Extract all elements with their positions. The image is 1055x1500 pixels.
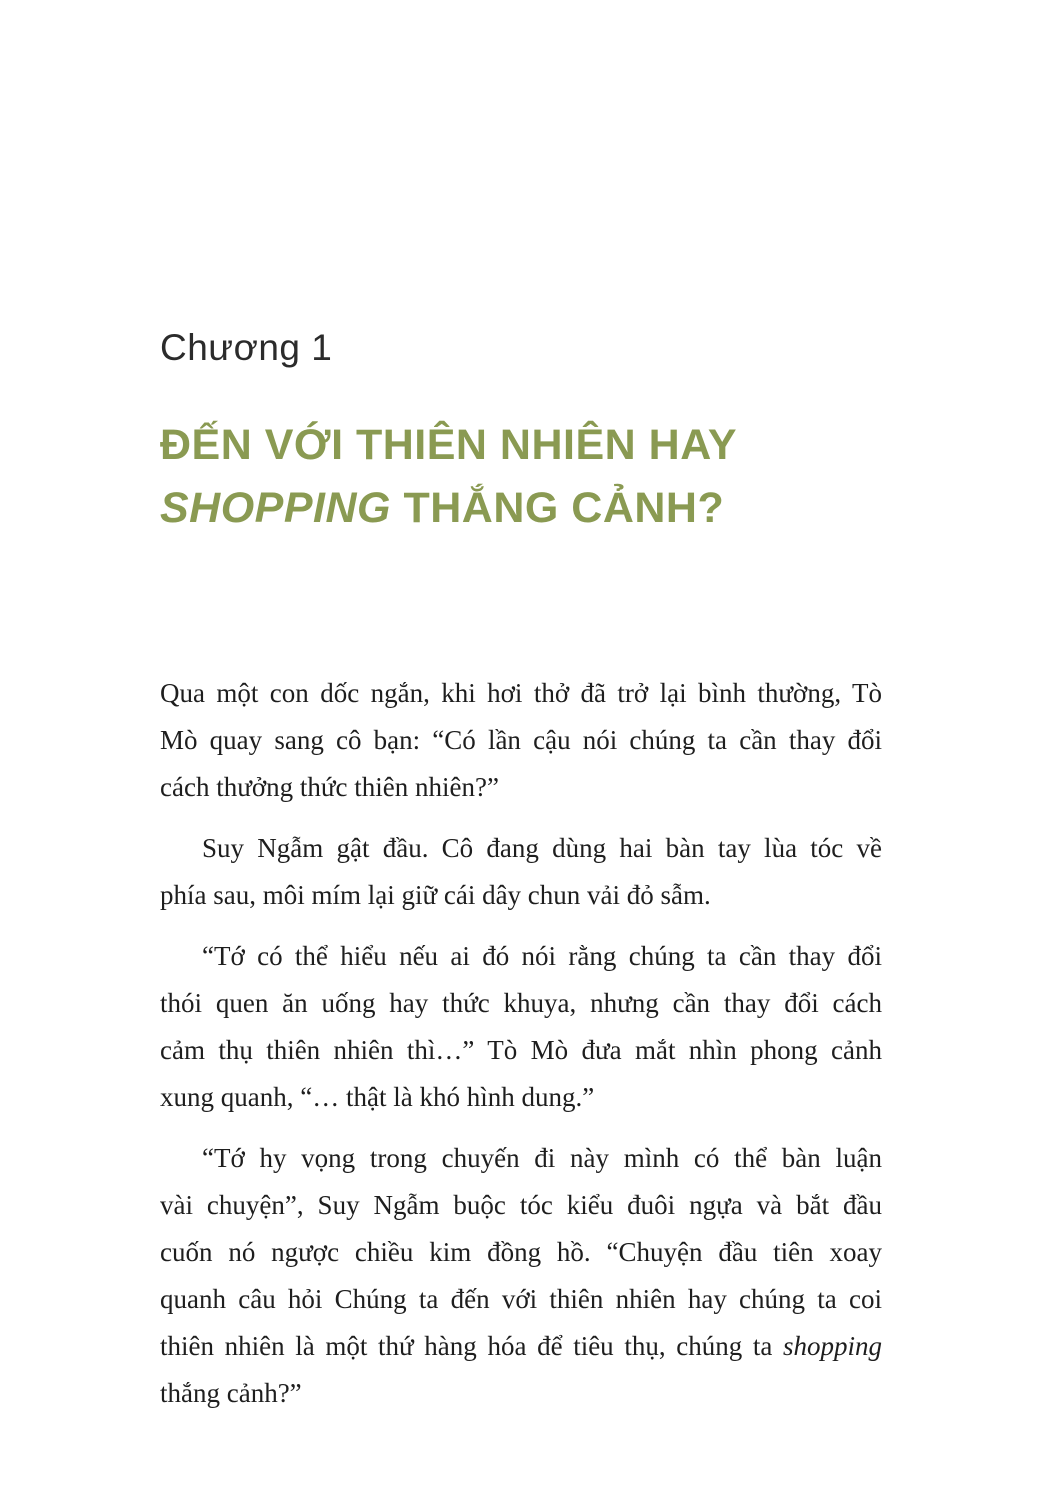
paragraph-line [160,1135,882,1182]
italic-text-run: SHOPPING [160,484,391,532]
paragraph-line [160,764,882,811]
paragraph-line [160,933,882,980]
chapter-label: Chương 1 [160,327,333,368]
text-run: Qua một con dốc ngắn, khi hơi thở đã trở lại bình thường, Tò [160,678,882,708]
paragraph-line [160,1182,882,1229]
paragraph-line [160,872,882,919]
paragraph-line [160,1229,882,1276]
paragraph [160,670,882,811]
text-run: cách thưởng thức thiên nhiên?” [160,772,499,802]
page-content [160,326,882,1417]
text-run: “Tớ có thể hiểu nếu ai đó nói rằng chúng ta cần thay đổi [202,941,882,971]
text-run: cảm thụ thiên nhiên thì…” Tò Mò đưa mắt nhìn phong cảnh [160,1035,882,1065]
chapter-title-line [160,414,882,477]
text-run: Suy Ngẫm gật đầu. Cô đang dùng hai bàn tay lùa tóc về [202,833,882,863]
text-run: thói quen ăn uống hay thức khuya, nhưng cần thay đổi cách [160,988,882,1018]
text-run: vài chuyện”, Suy Ngẫm buộc tóc kiểu đuôi ngựa và bắt đầu [160,1190,882,1220]
body-text [160,670,882,1417]
paragraph-line [160,717,882,764]
paragraph-line [160,1074,882,1121]
paragraph-line [160,1027,882,1074]
text-run: thắng cảnh?” [160,1378,302,1408]
paragraph [160,933,882,1121]
chapter-title-line [160,477,882,540]
text-run: thiên nhiên là một thứ hàng hóa để tiêu thụ, chúng ta [160,1331,783,1361]
text-run: quanh câu hỏi Chúng ta đến với thiên nhiên hay chúng ta coi [160,1284,882,1314]
paragraph [160,825,882,919]
text-run: cuốn nó ngược chiều kim đồng hồ. “Chuyện đầu tiên xoay [160,1237,882,1267]
italic-text-run: shopping [782,1331,882,1361]
paragraph-line [160,670,882,717]
text-run: ĐẾN VỚI THIÊN NHIÊN HAY [160,421,738,469]
text-run: “Tớ hy vọng trong chuyến đi này mình có thể bàn luận [202,1143,882,1173]
paragraph [160,1135,882,1417]
paragraph-line [160,825,882,872]
text-run: Mò quay sang cô bạn: “Có lần cậu nói chúng ta cần thay đổi [160,725,882,755]
text-run: phía sau, môi mím lại giữ cái dây chun vải đỏ sẫm. [160,880,711,910]
paragraph-line [160,980,882,1027]
chapter-title [160,414,882,540]
text-run: THẮNG CẢNH? [391,484,725,532]
text-run: xung quanh, “… thật là khó hình dung.” [160,1082,595,1112]
paragraph-line [160,1370,882,1417]
paragraph-line [160,1276,882,1323]
paragraph-line [160,1323,882,1370]
